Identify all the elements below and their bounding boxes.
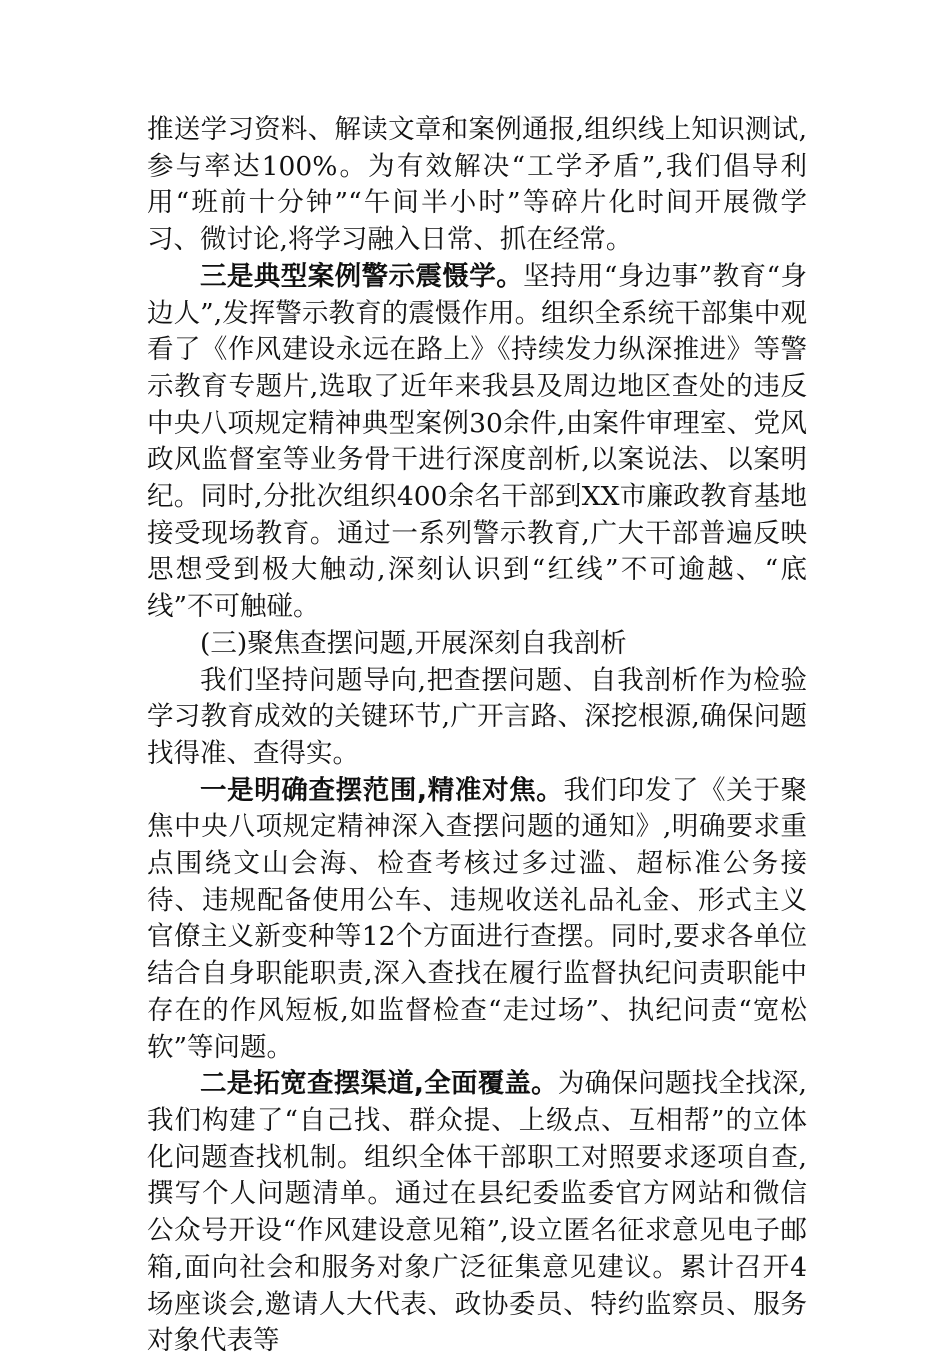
paragraph-lead: 一是明确查摆范围,精准对焦。 bbox=[200, 774, 564, 806]
body-paragraph bbox=[147, 259, 807, 626]
paragraph-lead: 三是典型案例警示震慑学。 bbox=[200, 260, 524, 292]
section-heading: (三)聚焦查摆问题,开展深刻自我剖析 bbox=[200, 627, 627, 659]
body-paragraph bbox=[147, 663, 807, 773]
paragraph-text: 为确保问题找全找深,我们构建了“自己找、群众提、上级点、互相帮”的立体化问题查找机制。组织全体干部职工对照要求逐项自查,撰写个人问题清单。通过在县纪委监委官方网站和微信公众号开设“作风建设意见箱”,设立匿名征求意见电子邮箱,面向社会和服务对象广泛征集意见建议。累计召开4场座谈会,邀请人大代表、政协委员、特约监察员、服务对象代表等 bbox=[147, 1068, 807, 1357]
body-paragraph bbox=[147, 1066, 807, 1360]
paragraph-lead: 二是拓宽查摆渠道,全面覆盖。 bbox=[200, 1068, 558, 1100]
paragraph-text: 我们印发了《关于聚焦中央八项规定精神深入查摆问题的通知》,明确要求重点围绕文山会海、检查考核过多过滥、超标准公务接待、违规配备使用公车、违规收送礼品礼金、形式主义官僚主义新变种等12个方面进行查摆。同时,要求各单位结合自身职能职责,深入查找在履行监督执纪问责职能中存在的作风短板,如监督检查“走过场”、执纪问责“宽松软”等问题。 bbox=[147, 774, 807, 1063]
paragraph-text: 我们坚持问题导向,把查摆问题、自我剖析作为检验学习教育成效的关键环节,广开言路、深挖根源,确保问题找得准、查得实。 bbox=[147, 664, 807, 769]
paragraph-text: 推送学习资料、解读文章和案例通报,组织线上知识测试,参与率达100%。为有效解决“工学矛盾”,我们倡导利用“班前十分钟”“午间半小时”等碎片化时间开展微学习、微讨论,将学习融入日常、抓在经常。 bbox=[147, 114, 807, 256]
document-page bbox=[147, 112, 807, 1360]
paragraph-text: 坚持用“身边事”教育“身边人”,发挥警示教育的震慑作用。组织全系统干部集中观看了《作风建设永远在路上》《持续发力纵深推进》等警示教育专题片,选取了近年来我县及周边地区查处的违反中央八项规定精神典型案例30余件,由案件审理室、党风政风监督室等业务骨干进行深度剖析,以案说法、以案明纪。同时,分批次组织400余名干部到XX市廉政教育基地接受现场教育。通过一系列警示教育,广大干部普遍反映思想受到极大触动,深刻认识到“红线”不可逾越、“底线”不可触碰。 bbox=[147, 260, 807, 623]
body-paragraph bbox=[147, 112, 807, 259]
body-paragraph bbox=[147, 773, 807, 1067]
